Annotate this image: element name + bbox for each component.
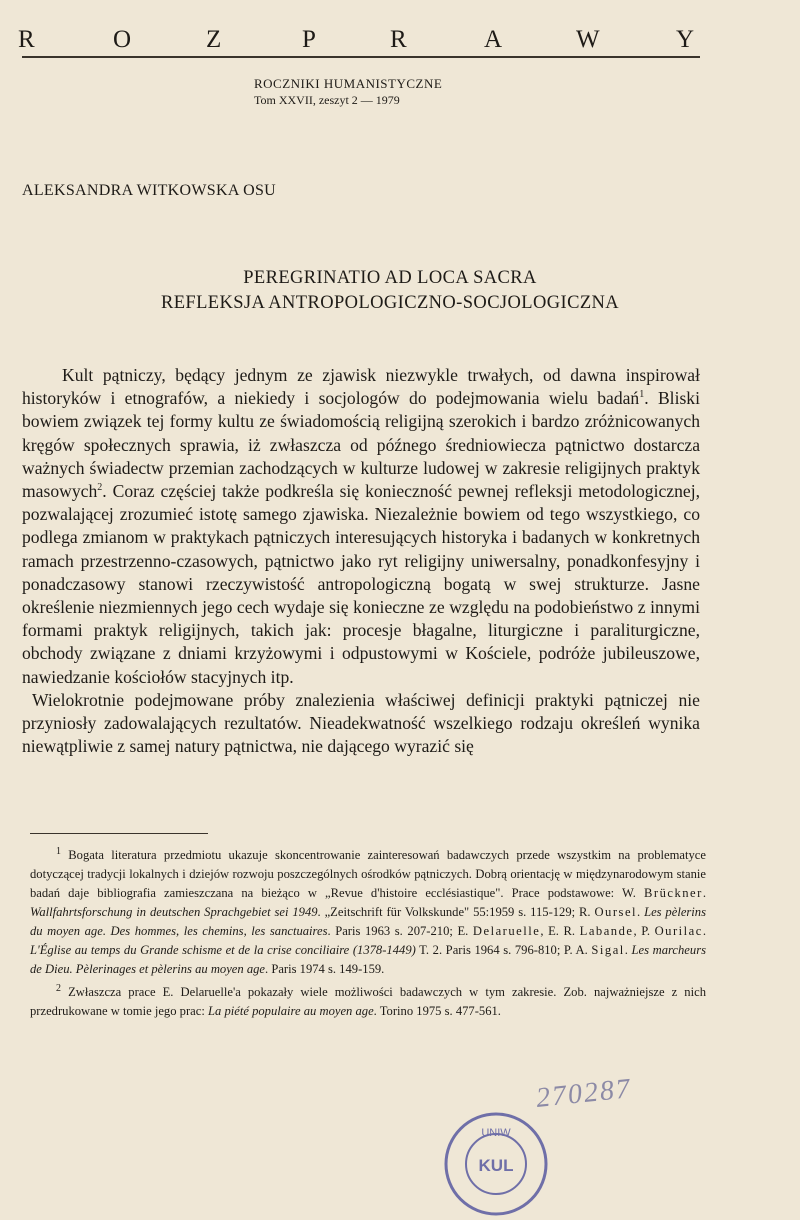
cited-author: Delaruelle — [472, 924, 541, 938]
stamp-text: KUL — [478, 1156, 514, 1175]
footnote-text: , P. — [633, 924, 655, 938]
stamp-ring-text: UNIW — [481, 1127, 511, 1139]
footnote-rule — [30, 833, 208, 834]
paragraph-text: Kult pątniczy, będący jednym ze zjawisk niezwykle trwałych, od dawna inspirował historyków i etnografów, a niekiedy i socjologów do podejmowania wielu badań — [22, 365, 700, 409]
footnote-number: 1 — [56, 845, 61, 857]
running-head-letter: R — [390, 26, 407, 53]
footnote-ref: 2 — [97, 482, 103, 494]
footnote-text: , E. R. — [540, 924, 580, 938]
footnote-text: . — [702, 886, 706, 900]
footnote — [30, 846, 706, 979]
footnote — [30, 983, 706, 1021]
running-head-letter: W — [576, 26, 600, 53]
body-paragraph: Wielokrotnie podejmowane próby znalezienia właściwej definicji praktyki pątniczej nie przyniosły zadowalających rezultatów. Nieadekwatność wszelkiego rodzaju określeń wynika niewątpliwie z samej natury pątnictwa, nie dającego wyrazić się — [22, 689, 700, 757]
footnote-text: Zwłaszcza prace E. Delaruelle'a pokazały wiele możliwości badawczych w tym zakresie. Zob. najważniejsze z nich przedrukowane w tomie jego prac: — [30, 985, 706, 1018]
running-head-letter: Y — [676, 26, 695, 53]
footnote-text: . Paris 1963 s. 207-210; E. — [327, 924, 473, 938]
body-paragraph — [22, 364, 700, 689]
running-head — [18, 26, 700, 60]
paragraph-text: . Coraz częściej także podkreśla się konieczność pewnej refleksji metodologicznej, pozwalającej zrozumieć istotę samego zjawiska. Niezależnie bowiem od tego wszystkiego, co podlega zmianom w praktykach pątniczych interesujących historyka i badanych w konkretnych ramach przestrzenno-czasowych, pątnictwo jako ryt religijny uniwersalny, ponadkonfesyjny i ponadczasowy stanowi rzeczywistość antropologiczną bogatą w swej strukturze. Jasne określenie niezmiennych jego cech wydaje się konieczne ze względu na podobieństwo z innymi formami praktyk religijnych, takich jak: procesje błagalne, liturgiczne i paraliturgiczne, obchody związane z dniami krzyżowymi i odpustowymi w Kościele, podróże jubileuszowe, nawiedzanie kościołów stacyjnych itp. — [22, 481, 700, 687]
footnote-text: T. 2. Paris 1964 s. 796-810; P. A. — [415, 943, 592, 957]
cited-author: Labande — [579, 924, 634, 938]
footnote-text: . — [637, 905, 645, 919]
article-title — [160, 266, 620, 316]
footnote-text: . „Zeitschrift für Volkskunde" 55:1959 s. 115-129; R. — [317, 905, 595, 919]
footnote-text: . Paris 1974 s. 149-159. — [265, 962, 385, 976]
header-rule — [22, 56, 700, 58]
library-stamp — [440, 1108, 552, 1220]
running-head-letter: O — [113, 26, 132, 53]
cited-title: La piété populaire au moyen age — [208, 1004, 374, 1018]
footnote-text: . — [624, 943, 632, 957]
running-head-letter: P — [302, 26, 316, 53]
footnote-text: . Torino 1975 s. 477-561. — [373, 1004, 501, 1018]
footnote-text: Bogata literatura przedmiotu ukazuje skoncentrowanie zainteresowań badawczych przede wszystkim na problematyce dotyczącej tradycji lokalnych i dziejów rozwoju poszczególnych ośrodków pątniczych. Dobrą orientację w międzynarodowym stanie badań daje bibliografia zamieszczana na bieżąco w „Revue d'histoire ecclésiastique". Prace podstawowe: W. — [30, 848, 706, 900]
cited-author: Oursel — [594, 905, 638, 919]
handwritten-number: 270287 — [534, 1073, 634, 1114]
footnote-ref: 1 — [639, 389, 645, 401]
cited-title: L'Église au temps du Grande schisme et de la crise conciliaire (1378-1449) — [30, 943, 416, 957]
title-line: PEREGRINATIO AD LOCA SACRA — [243, 268, 537, 288]
running-head-letter: A — [484, 26, 503, 53]
paragraph-text: . Bliski bowiem związek tej formy kultu ze świadomością religijną szerokich i bardzo zróżnicowanych kręgów społecznych sprawia, iż zwłaszcza od późnego średniowiecza pątnictwo dostarcza ważnych świadectw przemian zachodzących w kulturze ludowej w zakresie religijnych praktyk masowych — [22, 388, 700, 502]
title-line: REFLEKSJA ANTROPOLOGICZNO-SOCJOLOGICZNA — [160, 293, 620, 313]
cited-author: Brückner — [643, 886, 703, 900]
article-author: ALEKSANDRA WITKOWSKA OSU — [22, 182, 277, 199]
cited-author: Sigal — [591, 943, 625, 957]
footnotes — [30, 846, 706, 1021]
article-body — [22, 364, 700, 758]
cited-title: Wallfahrtsforschung in deutschen Sprachgebiet sei 1949 — [30, 905, 318, 919]
running-head-letter: Z — [206, 26, 222, 53]
journal-info — [254, 76, 468, 108]
cited-title: Les pèlerins du moyen age. Des hommes, les chemins, les sanctuaires — [30, 905, 707, 938]
volume-line: Tom XXVII, zeszyt 2 — 1979 — [254, 93, 400, 107]
running-head-letter: R — [18, 26, 35, 53]
journal-name: ROCZNIKI HUMANISTYCZNE — [254, 76, 443, 91]
cited-author: Ourilac — [654, 924, 703, 938]
footnote-number: 2 — [56, 982, 61, 994]
cited-title: Les marcheurs de Dieu. Pèlerinages et pèlerins au moyen age — [30, 943, 706, 976]
footnote-text: . — [702, 924, 706, 938]
